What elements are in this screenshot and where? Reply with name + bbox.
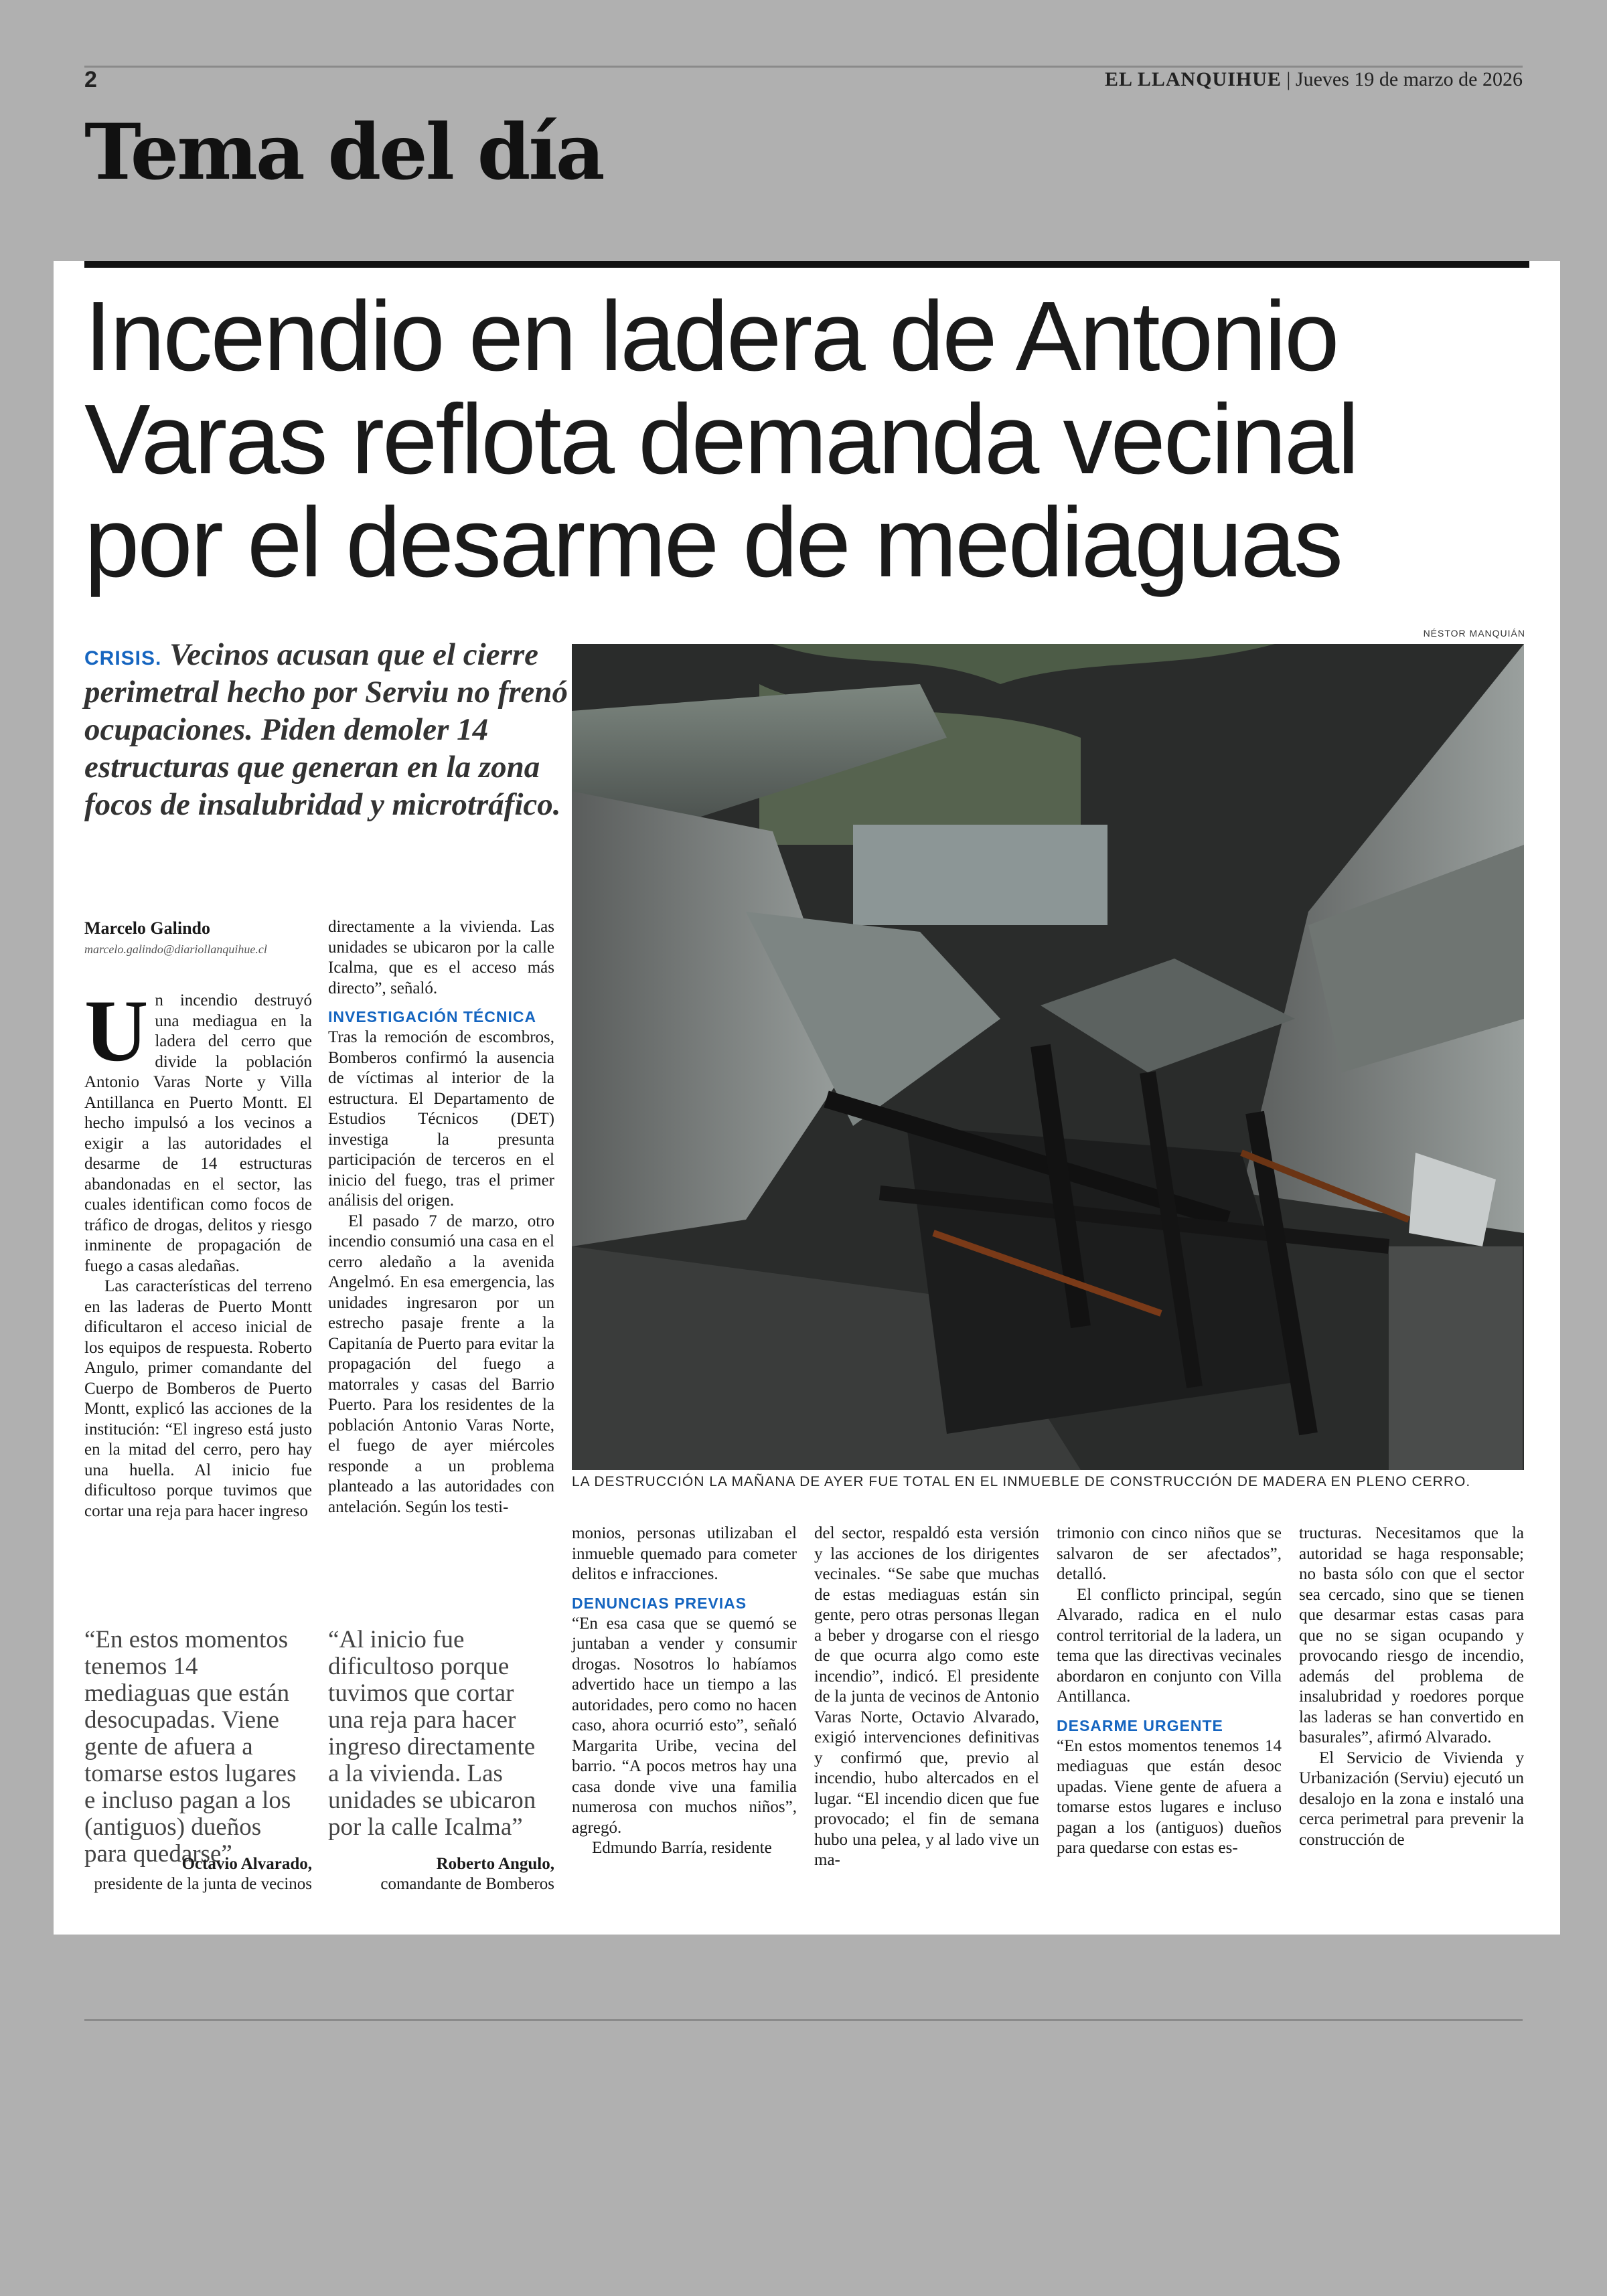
pull-quote-1-role: presidente de la junta de vecinos bbox=[94, 1875, 312, 1893]
bottom-rule bbox=[84, 2019, 1523, 2021]
pull-quote-2-author: Roberto Angulo, bbox=[436, 1855, 554, 1873]
headline-line-1: Incendio en ladera de Antonio bbox=[84, 281, 1338, 392]
col6-paragraph-2: El Servicio de Vivienda y Urbanización (Serviu) ejecutó un desalojo en la zona e instaló una cerca perimetral para prevenir la construcción de bbox=[1299, 1748, 1524, 1849]
pull-quote-1-author: Octavio Alvarado, bbox=[181, 1855, 312, 1873]
lead bbox=[84, 636, 580, 823]
col6-paragraph-1: tructuras. Necesitamos que la autoridad se haga responsable; no basta sólo con que el sector sea cercado, sino que se tienen que desarmar estas casas para que no se sigan ocupando y provocando riesgo de incendio, además del problema de insalubridad y roedores porque las laderas se han convertido en basurales”, afirmó Alvarado. bbox=[1299, 1524, 1524, 1746]
headline-rule bbox=[84, 261, 1529, 268]
col5-paragraph-3: “En estos momentos tenemos 14 mediaguas que están desoc upadas. Viene gente de afuera a tomarse estos lugares e incluso pagan a los (antiguos) dueños para quedarse con estas es- bbox=[1057, 1736, 1282, 1857]
headline bbox=[84, 281, 1537, 598]
column-3 bbox=[572, 1524, 797, 1859]
photo-caption: LA DESTRUCCIÓN LA MAÑANA DE AYER FUE TOTAL EN EL INMUEBLE DE CONSTRUCCIÓN DE MADERA EN PLENO CERRO. bbox=[572, 1474, 1471, 1489]
col2-paragraph-2: Tras la remoción de escombros, Bomberos confirmó la ausencia de víctimas al interior de la estructura. El Departamento de Estudios Técnicos (DET) investiga la presunta participación de terceros en el inicio del fuego, tras el primer análisis del origen. bbox=[328, 1028, 554, 1210]
column-2 bbox=[328, 917, 554, 1518]
subhead-denuncias: DENUNCIAS PREVIAS bbox=[572, 1594, 747, 1612]
col5-paragraph-2: El conflicto principal, según Alvarado, radica en el nulo control territorial de la ladera, un tema que las directivas vecinales abordaron en conjunto con Villa Antillanca. bbox=[1057, 1585, 1282, 1706]
fire-photo-illustration bbox=[572, 644, 1524, 1470]
lead-text: Vecinos acusan que el cierre perimetral hecho por Serviu no frenó ocupaciones. Piden demoler 14 estructuras que generan en la zona focos de insalubridad y microtráfico. bbox=[84, 637, 568, 822]
headline-line-2: Varas reflota demanda vecinal bbox=[84, 384, 1358, 495]
pull-quote-2: “Al inicio fue dificultoso porque tuvimos que cortar una reja para hacer ingreso directamente a la vivienda. Las unidades se ubicaron por la calle Icalma” bbox=[328, 1626, 536, 1841]
author-email[interactable]: marcelo.galindo@diariollanquihue.cl bbox=[84, 942, 267, 956]
top-rule bbox=[84, 66, 1523, 68]
newspaper-name: EL LLANQUIHUE bbox=[1105, 68, 1282, 90]
pull-quote-1: “En estos momentos tenemos 14 mediaguas que están desocupadas. Viene gente de afuera a tomarse estos lugares e incluso pagan a los (antiguos) dueños para quedarse” bbox=[84, 1626, 297, 1868]
byline: Marcelo Galindo bbox=[84, 918, 211, 938]
fire-photo bbox=[572, 644, 1524, 1470]
pull-quote-2-role: comandante de Bomberos bbox=[380, 1875, 554, 1893]
col1-paragraph-1: n incendio destruyó una mediagua en la ladera del cerro que divide la población Antonio Varas Norte y Villa Antillanca en Puerto Montt. El hecho impulsó a los vecinos a exigir a las autoridades el desarme de 14 estructuras abandonadas en el sector, las cuales identifican como focos de tráfico de drogas, delitos y riesgo inminente de propagación de fuego a casas aledañas. bbox=[84, 991, 312, 1275]
section-title: Tema del día bbox=[84, 107, 603, 197]
col4-paragraph-1: del sector, respaldó esta versión y las acciones de los dirigentes vecinales. “Se sabe que muchas de estas mediaguas están sin gente, pero otras personas llegan a beber y drogarse con el riesgo de que ocurra algo como este incendio”, indicó. El presidente de la junta de vecinos de Antonio Varas Norte, Octavio Alvarado, exigió intervenciones definitivas y confirmó que, previo al incendio, hubo altercados en el lugar. “El incendio dicen que fue provocado; el fin de semana hubo una pelea, y al lado vive un ma- bbox=[814, 1524, 1039, 1869]
column-1 bbox=[84, 981, 312, 1522]
column-4 bbox=[814, 1524, 1039, 1871]
headline-line-3: por el desarme de mediaguas bbox=[84, 487, 1342, 598]
col2-paragraph-1: directamente a la vivienda. Las unidades se ubicaron por la calle Icalma, que es el acceso más directo”, señaló. bbox=[328, 918, 554, 997]
col5-paragraph-1: trimonio con cinco niños que se salvaron de ser afectados”, detalló. bbox=[1057, 1524, 1282, 1583]
lead-tag: CRISIS. bbox=[84, 647, 162, 669]
col3-paragraph-2: “En esa casa que se quemó se juntaban a vender y consumir drogas. Nosotros lo habíamos advertido hace un tiempo a las autoridades, pero como no hacen caso, ahora ocurrió esto”, señaló Margarita Uribe, vecina del barrio. “A pocos metros hay una casa donde vive una familia numerosa con muchos niños”, agregó. bbox=[572, 1614, 797, 1837]
pull-quote-2-attribution bbox=[328, 1854, 554, 1894]
masthead bbox=[1105, 68, 1523, 91]
col3-paragraph-1: monios, personas utilizaban el inmueble quemado para cometer delitos e infracciones. bbox=[572, 1524, 797, 1583]
masthead-separator: | bbox=[1286, 68, 1291, 90]
page-number: 2 bbox=[84, 67, 97, 92]
pull-quote-1-attribution bbox=[84, 1854, 312, 1894]
column-6 bbox=[1299, 1524, 1524, 1850]
article-page bbox=[54, 261, 1560, 1935]
column-5 bbox=[1057, 1524, 1282, 1859]
dropcap: U bbox=[84, 981, 149, 1080]
issue-date: Jueves 19 de marzo de 2026 bbox=[1295, 68, 1523, 90]
photo-credit: NÉSTOR MANQUIÁN bbox=[1423, 628, 1525, 639]
col2-paragraph-3: El pasado 7 de marzo, otro incendio consumió una casa en el cerro aledaño a la avenida Angelmó. En esa emergencia, las unidades ingresaron por un estrecho pasaje frente a la Capitanía de Puerto para evitar la propagación del fuego a matorrales y casas del Barrio Puerto. Para los residentes de la población Antonio Varas Norte, el fuego de ayer miércoles responde a un problema planteado a las autoridades con antelación. Según los testi- bbox=[328, 1212, 554, 1516]
subhead-desarme: DESARME URGENTE bbox=[1057, 1716, 1223, 1734]
col1-paragraph-2: Las características del terreno en las laderas de Puerto Montt dificultaron el acceso inicial de los equipos de respuesta. Roberto Angulo, primer comandante del Cuerpo de Bomberos de Puerto Montt, explicó las acciones de la institución: “El ingreso está justo en la mitad del cerro, pero hay una huella. Al inicio fue dificultoso porque tuvimos que cortar una reja para hacer ingreso bbox=[84, 1277, 312, 1520]
subhead-investigacion: INVESTIGACIÓN TÉCNICA bbox=[328, 1008, 537, 1026]
col3-paragraph-3: Edmundo Barría, residente bbox=[592, 1839, 772, 1857]
